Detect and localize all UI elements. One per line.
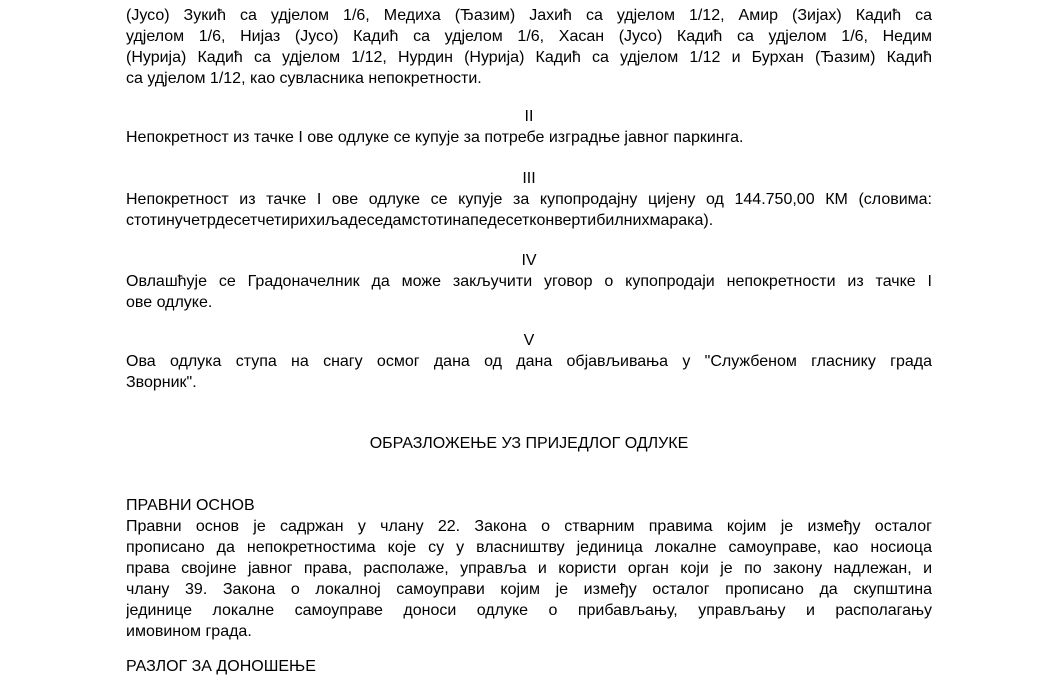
intro-line: (Нурија) Кадић са удјелом 1/12, Нурдин (Нурија) Кадић са удјелом 1/12 и Бурхан (Ђазим) Кадић	[126, 49, 932, 66]
legal-basis-line: Правни основ је садржан у члану 22. Закона о стварним правима којим је између осталог	[126, 518, 932, 535]
article-v-text	[126, 351, 932, 393]
article-line: Овлашћује се Градоначелник да може закључити уговор о купопродаји непокретности из тачке I	[126, 273, 932, 290]
article-line: ове одлуке.	[126, 294, 213, 311]
article-iv-text	[126, 271, 932, 313]
article-ii-text	[126, 127, 932, 148]
intro-line: удјелом 1/6, Нијаз (Јусо) Кадић са удјелом 1/6, Хасан (Јусо) Кадић са удјелом 1/6, Недим	[126, 28, 932, 45]
intro-line: (Јусо) Зукић са удјелом 1/6, Медиха (Ђазим) Јахић са удјелом 1/12, Амир (Зијах) Кадић са	[126, 7, 932, 24]
article-line: Зворник".	[126, 374, 197, 391]
legal-basis-text	[126, 516, 932, 642]
article-line: Непокретност из тачке I ове одлуке се купује за потребе изградње јавног паркинга.	[126, 129, 744, 146]
intro-line: са удјелом 1/12, као сувласника непокретности.	[126, 70, 482, 87]
intro-paragraph	[126, 5, 932, 89]
legal-basis-line: члану 39. Закона о локалној самоуправи којим је између осталог прописано да скупштина	[126, 581, 932, 598]
legal-basis-line: имовином града.	[126, 623, 252, 640]
legal-basis-heading: ПРАВНИ ОСНОВ	[126, 497, 255, 514]
legal-basis-line: права својине јавног права, располаже, управља и користи орган који је по закону надлежан, и	[126, 560, 932, 577]
legal-basis-line: јединице локалне самоуправе доноси одлуке о прибављању, управљању и располагању	[126, 602, 932, 619]
legal-basis-line: прописано да непокретностима које су у власништву јединица локалне самоуправе, као носиоца	[126, 539, 932, 556]
article-line: стотинучетрдесетчетирихиљадеседамстотинапедесетконвертибилнихмарака).	[126, 212, 714, 229]
article-line: Непокретност из тачке I ове одлуке се купује за купопродајну цијену од 144.750,00 КМ (словима:	[126, 191, 932, 208]
article-numeral-ii: II	[524, 108, 534, 125]
explanation-title: ОБРАЗЛОЖЕЊЕ УЗ ПРИЈЕДЛОГ ОДЛУКЕ	[369, 435, 689, 452]
article-numeral-iv: IV	[521, 252, 537, 269]
article-line: Ова одлука ступа на снагу осмог дана од дана објављивања у "Службеном гласнику града	[126, 353, 932, 370]
article-numeral-iii: III	[522, 170, 536, 187]
article-iii-text	[126, 189, 932, 231]
reason-heading: РАЗЛОГ ЗА ДОНОШЕЊЕ	[126, 658, 316, 675]
article-numeral-v: V	[523, 332, 535, 349]
